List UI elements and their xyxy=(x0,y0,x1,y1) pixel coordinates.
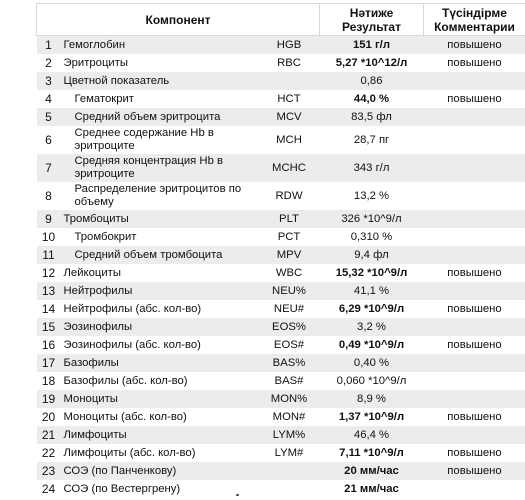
comment-text xyxy=(424,72,525,90)
component-code: RBC xyxy=(259,54,320,72)
comment-text: повышено xyxy=(424,462,525,480)
row-number: 16 xyxy=(37,336,61,354)
row-number: 7 xyxy=(37,154,61,182)
component-name: Лимфоциты xyxy=(61,426,259,444)
component-name: СОЭ (по Панченкову) xyxy=(61,462,259,480)
component-name: Эритроциты xyxy=(61,54,259,72)
row-number: 8 xyxy=(37,182,61,210)
result-value: 44,0 % xyxy=(320,90,424,108)
table-row xyxy=(37,72,525,90)
component-name: Моноциты (абс. кол-во) xyxy=(61,408,259,426)
component-code: HGB xyxy=(259,36,320,55)
component-code: NEU# xyxy=(259,300,320,318)
table-row xyxy=(37,182,525,210)
row-number: 5 xyxy=(37,108,61,126)
table-row xyxy=(37,90,525,108)
table-row xyxy=(37,318,525,336)
row-number: 19 xyxy=(37,390,61,408)
component-name: Цветной показатель xyxy=(61,72,259,90)
component-code: NEU% xyxy=(259,282,320,300)
table-row xyxy=(37,462,525,480)
comment-text xyxy=(424,426,525,444)
row-number: 1 xyxy=(37,36,61,55)
component-code: MCV xyxy=(259,108,320,126)
row-number: 6 xyxy=(37,126,61,154)
comment-text: повышено xyxy=(424,408,525,426)
table-row xyxy=(37,300,525,318)
comment-text: повышено xyxy=(424,36,525,55)
comment-text xyxy=(424,246,525,264)
row-number: 24 xyxy=(37,480,61,498)
table-row xyxy=(37,264,525,282)
table-row xyxy=(37,154,525,182)
component-name: Гемоглобин xyxy=(61,36,259,55)
result-value: 7,11 *10^9/л xyxy=(320,444,424,462)
result-value: 0,060 *10^9/л xyxy=(320,372,424,390)
result-value: 46,4 % xyxy=(320,426,424,444)
comment-text: повышено xyxy=(424,444,525,462)
comment-text xyxy=(424,354,525,372)
comment-text xyxy=(424,210,525,228)
table-header xyxy=(37,4,525,36)
result-value: 13,2 % xyxy=(320,182,424,210)
result-value: 21 мм/час xyxy=(320,480,424,498)
component-code: BAS% xyxy=(259,354,320,372)
table-row xyxy=(37,354,525,372)
lab-results-table xyxy=(36,3,525,498)
component-code: WBC xyxy=(259,264,320,282)
header-comment-ru: Комментарии xyxy=(434,19,515,34)
component-name: Средняя концентрация Hb в эритроците xyxy=(61,154,259,182)
result-value: 0,49 *10^9/л xyxy=(320,336,424,354)
row-number: 20 xyxy=(37,408,61,426)
row-number: 14 xyxy=(37,300,61,318)
component-code xyxy=(259,72,320,90)
table-row xyxy=(37,126,525,154)
component-name: Лимфоциты (абс. кол-во) xyxy=(61,444,259,462)
result-value: 8,9 % xyxy=(320,390,424,408)
row-number: 10 xyxy=(37,228,61,246)
component-code xyxy=(259,480,320,498)
table-body xyxy=(37,36,525,499)
component-code xyxy=(259,462,320,480)
comment-text xyxy=(424,390,525,408)
result-value: 20 мм/час xyxy=(320,462,424,480)
comment-text xyxy=(424,126,525,154)
component-name: Среднее содержание Hb в эритроците xyxy=(61,126,259,154)
header-row xyxy=(37,4,525,36)
table-row xyxy=(37,246,525,264)
component-code: LYM% xyxy=(259,426,320,444)
table-row xyxy=(37,480,525,498)
stray-mark xyxy=(236,494,239,496)
comment-text xyxy=(424,372,525,390)
component-code: BAS# xyxy=(259,372,320,390)
row-number: 4 xyxy=(37,90,61,108)
component-code: EOS% xyxy=(259,318,320,336)
table-row xyxy=(37,336,525,354)
comment-text: повышено xyxy=(424,300,525,318)
row-number: 9 xyxy=(37,210,61,228)
component-code: MON# xyxy=(259,408,320,426)
component-name: СОЭ (по Вестергрену) xyxy=(61,480,259,498)
row-number: 3 xyxy=(37,72,61,90)
table-row xyxy=(37,210,525,228)
comment-text xyxy=(424,182,525,210)
component-name: Средний объем тромбоцита xyxy=(61,246,259,264)
component-code: PCT xyxy=(259,228,320,246)
result-value: 0,86 xyxy=(320,72,424,90)
row-number: 17 xyxy=(37,354,61,372)
header-comment-kz: Түсіндірме xyxy=(442,5,507,20)
header-component: Компонент xyxy=(37,4,320,36)
component-name: Распределение эритроцитов по объему xyxy=(61,182,259,210)
comment-text: повышено xyxy=(424,336,525,354)
comment-text: повышено xyxy=(424,54,525,72)
component-name: Моноциты xyxy=(61,390,259,408)
result-value: 15,32 *10^9/л xyxy=(320,264,424,282)
result-value: 343 г/л xyxy=(320,154,424,182)
comment-text: повышено xyxy=(424,264,525,282)
result-value: 326 *10^9/л xyxy=(320,210,424,228)
table-row xyxy=(37,444,525,462)
component-name: Лейкоциты xyxy=(61,264,259,282)
row-number: 15 xyxy=(37,318,61,336)
table-row xyxy=(37,372,525,390)
header-result xyxy=(320,4,424,36)
component-code: MCH xyxy=(259,126,320,154)
row-number: 21 xyxy=(37,426,61,444)
component-name: Базофилы (абс. кол-во) xyxy=(61,372,259,390)
header-comment xyxy=(424,4,525,36)
comment-text xyxy=(424,154,525,182)
result-value: 0,310 % xyxy=(320,228,424,246)
row-number: 11 xyxy=(37,246,61,264)
component-name: Тромбокрит xyxy=(61,228,259,246)
table-row xyxy=(37,390,525,408)
component-code: RDW xyxy=(259,182,320,210)
table-row xyxy=(37,36,525,55)
component-name: Тромбоциты xyxy=(61,210,259,228)
table-row xyxy=(37,108,525,126)
component-code: MON% xyxy=(259,390,320,408)
component-code: LYM# xyxy=(259,444,320,462)
component-name: Нейтрофилы xyxy=(61,282,259,300)
comment-text xyxy=(424,480,525,498)
row-number: 18 xyxy=(37,372,61,390)
result-value: 5,27 *10^12/л xyxy=(320,54,424,72)
comment-text xyxy=(424,228,525,246)
result-value: 83,5 фл xyxy=(320,108,424,126)
row-number: 2 xyxy=(37,54,61,72)
header-result-ru: Результат xyxy=(342,19,401,34)
component-code: EOS# xyxy=(259,336,320,354)
component-code: HCT xyxy=(259,90,320,108)
result-value: 1,37 *10^9/л xyxy=(320,408,424,426)
result-value: 28,7 пг xyxy=(320,126,424,154)
table-row xyxy=(37,282,525,300)
row-number: 23 xyxy=(37,462,61,480)
component-code: PLT xyxy=(259,210,320,228)
comment-text: повышено xyxy=(424,90,525,108)
result-value: 9,4 фл xyxy=(320,246,424,264)
component-name: Базофилы xyxy=(61,354,259,372)
component-name: Эозинофилы xyxy=(61,318,259,336)
result-value: 0,40 % xyxy=(320,354,424,372)
component-code: MPV xyxy=(259,246,320,264)
result-value: 3,2 % xyxy=(320,318,424,336)
component-code: MCHC xyxy=(259,154,320,182)
component-name: Гематокрит xyxy=(61,90,259,108)
component-name: Нейтрофилы (абс. кол-во) xyxy=(61,300,259,318)
row-number: 13 xyxy=(37,282,61,300)
result-value: 6,29 *10^9/л xyxy=(320,300,424,318)
table-row xyxy=(37,228,525,246)
header-result-kz: Нәтиже xyxy=(349,5,394,20)
comment-text xyxy=(424,282,525,300)
table-row xyxy=(37,408,525,426)
comment-text xyxy=(424,318,525,336)
component-name: Эозинофилы (абс. кол-во) xyxy=(61,336,259,354)
row-number: 12 xyxy=(37,264,61,282)
component-name: Средний объем эритроцита xyxy=(61,108,259,126)
table-row xyxy=(37,426,525,444)
comment-text xyxy=(424,108,525,126)
result-value: 41,1 % xyxy=(320,282,424,300)
table-row xyxy=(37,54,525,72)
row-number: 22 xyxy=(37,444,61,462)
result-value: 151 г/л xyxy=(320,36,424,55)
